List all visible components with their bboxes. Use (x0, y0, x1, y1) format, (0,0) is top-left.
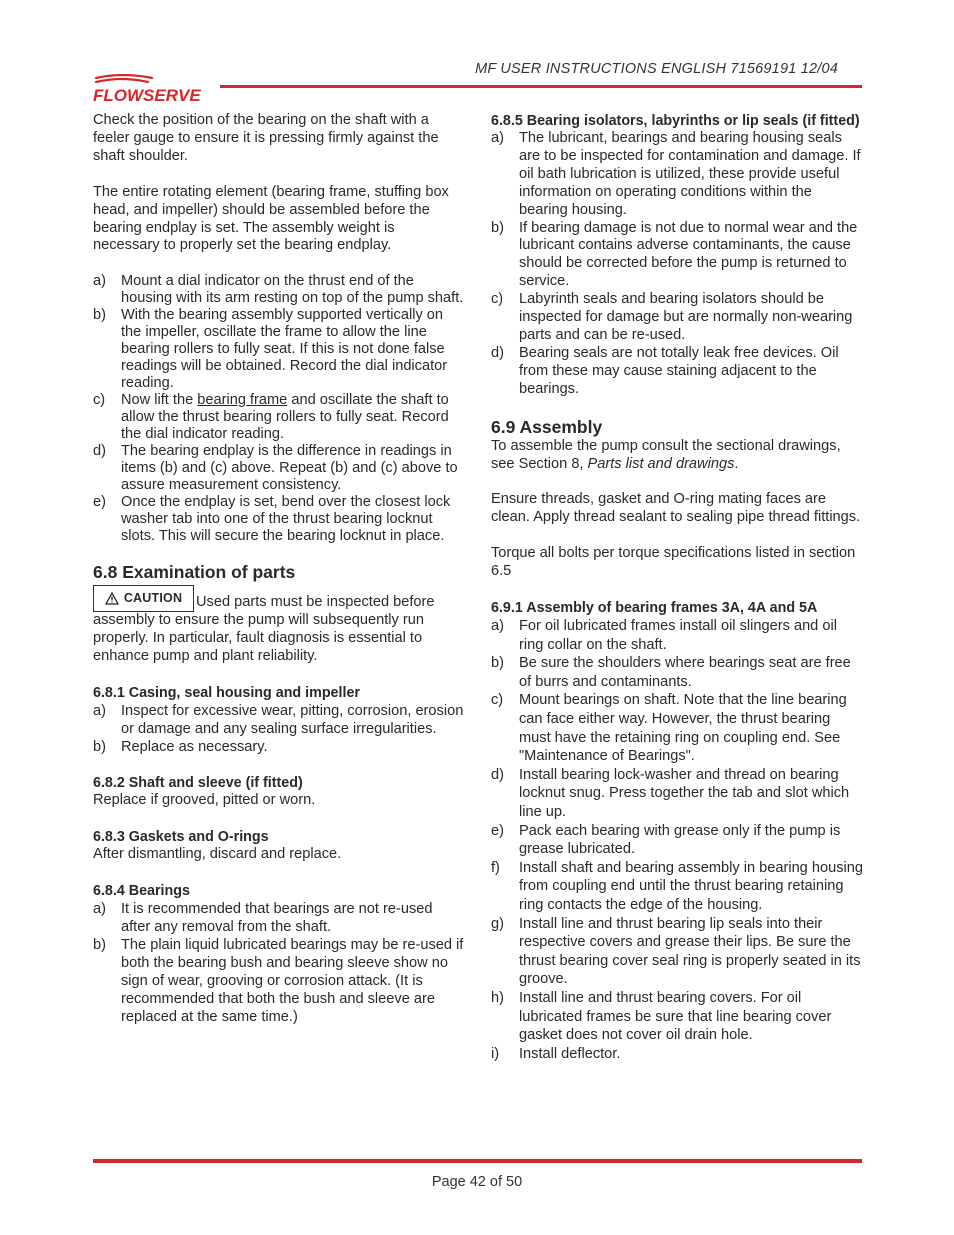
section-6-8-1-heading: 6.8.1 Casing, seal housing and impeller (93, 685, 360, 702)
list-item: e) Once the endplay is set, bend over the closest lock washer tab into one of the thrust bearing locknut slots. This will secure the bearing locknut in place. (93, 494, 451, 545)
section-6-8-4-list (93, 900, 465, 1026)
list-item: c) Labyrinth seals and bearing isolators should be inspected for damage but are normally non-wearing parts and can be re-used. (491, 291, 853, 343)
list-item: g) Install line and thrust bearing lip seals into their respective covers and grease their lips. Be sure the thrust bearing cover seal ring is properly seated in its groove. (491, 915, 861, 988)
list-item: b) If bearing damage is not due to normal wear and the lubricant contains adverse contaminants, the cause should be corrected before the pump is returned to service. (491, 219, 858, 290)
section-6-8-2-text: Replace if grooved, pitted or worn. (93, 792, 316, 809)
list-item: f) Install shaft and bearing assembly in bearing housing from coupling end until the thrust bearing retaining ring contacts the edge of the housing. (491, 859, 863, 913)
list-item: c) Mount bearings on shaft. Note that the line bearing can face either way. However, the thrust bearing must have the retaining ring on coupling end. See "Maintenance of Bearings". (491, 692, 847, 765)
warning-triangle-icon (105, 592, 119, 605)
list-item: i) Install deflector. (491, 1045, 621, 1062)
document-header-title: MF USER INSTRUCTIONS ENGLISH 71569191 12/04 (475, 61, 838, 77)
section-6-8-heading: 6.8 Examination of parts (93, 562, 296, 583)
logo-text: FLOWSERVE (93, 86, 201, 105)
header-rule (220, 85, 862, 88)
section-6-8-4-heading: 6.8.4 Bearings (93, 882, 190, 899)
list-item: d) Bearing seals are not totally leak free devices. Oil from these may cause staining adjacent to the bearings. (491, 344, 839, 397)
list-item: b) With the bearing assembly supported vertically on the impeller, oscillate the frame to allow the line bearing rollers to fully seat. If this is not done false readings will be obtained. Record the dial indicator reading. (93, 307, 448, 392)
list-item: h) Install line and thrust bearing covers. For oil lubricated frames be sure that line bearing cover gasket does not cover oil drain hole. (491, 989, 832, 1044)
section-6-9-paragraph-1: To assemble the pump consult the sectional drawings, see Section 8, Parts list and drawings. (491, 437, 841, 472)
section-6-8-5-heading: 6.8.5 Bearing isolators, labyrinths or lip seals (if fitted) (491, 113, 860, 129)
endplay-steps-list (93, 273, 465, 545)
intro-paragraph-1: Check the position of the bearing on the shaft with a feeler gauge to ensure it is pressing firmly against the shaft shoulder. (93, 112, 439, 164)
section-6-9-paragraph-2: Ensure threads, gasket and O-ring mating faces are clean. Apply thread sealant to sealing pipe thread fittings. (491, 491, 861, 526)
section-6-9-1-list (491, 617, 863, 1063)
right-column (491, 112, 863, 1063)
list-item: a) Inspect for excessive wear, pitting, corrosion, erosion or damage and any sealing surface irregularities. (93, 703, 464, 738)
section-6-8-1-list (93, 702, 465, 756)
list-item: c) Now lift the bearing frame and oscillate the shaft to allow the thrust bearing rollers to fully seat. Record the dial indicator reading. (93, 392, 449, 443)
footer-rule (93, 1159, 862, 1163)
list-item: a) For oil lubricated frames install oil slingers and oil ring collar on the shaft. (491, 618, 837, 653)
section-6-9-heading: 6.9 Assembly (491, 416, 603, 437)
intro-paragraph-2: The entire rotating element (bearing frame, stuffing box head, and impeller) should be assembled before the bearing endplay is set. The assembly weight is necessary to properly set the bearing endplay. (93, 183, 449, 254)
left-column (93, 112, 465, 1026)
flowserve-logo (92, 74, 212, 106)
caution-badge: CAUTION (93, 585, 194, 612)
list-item: a) The lubricant, bearings and bearing housing seals are to be inspected for contamination and damage. If oil bath lubrication is utilized, these provide useful information on operating conditions within the bearing housing. (491, 130, 861, 218)
section-6-8-paragraph: CAUTION Used parts must be inspected before assembly to ensure the pump will subsequently run properly. In particular, fault diagnosis is essential to enhance pump and plant reliability. (93, 585, 465, 666)
bearing-frame-link[interactable]: bearing frame (197, 392, 288, 409)
list-item: a) Mount a dial indicator on the thrust end of the housing with its arm resting on top of the pump shaft. (93, 273, 464, 307)
section-6-9-1-heading: 6.9.1 Assembly of bearing frames 3A, 4A and 5A (491, 600, 818, 617)
list-item: b) Replace as necessary. (93, 739, 268, 756)
section-6-8-3-text: After dismantling, discard and replace. (93, 845, 342, 862)
list-item: a) It is recommended that bearings are not re-used after any removal from the shaft. (93, 900, 433, 935)
list-item: d) The bearing endplay is the difference in readings in items (b) and (c) above. Repeat (b) and (c) above to assure measurement consistency. (93, 443, 458, 494)
section-6-9-paragraph-3: Torque all bolts per torque specifications listed in section 6.5 (491, 545, 856, 580)
list-item: e) Pack each bearing with grease only if the pump is grease lubricated. (491, 822, 841, 858)
list-item: b) The plain liquid lubricated bearings may be re-used if both the bearing bush and bearing sleeve show no sign of wear, grooving or corrosion attack. (It is recommended that both the bush and sleeve are replaced at the same time.) (93, 936, 464, 1025)
page-number: Page 42 of 50 (431, 1174, 523, 1190)
section-6-8-3-heading: 6.8.3 Gaskets and O-rings (93, 828, 269, 845)
list-item: b) Be sure the shoulders where bearings seat are free of burrs and contaminants. (491, 655, 851, 690)
section-6-8-2-heading: 6.8.2 Shaft and sleeve (if fitted) (93, 775, 303, 792)
section-6-8-5-list (491, 130, 863, 399)
list-item: d) Install bearing lock-washer and thread on bearing locknut snug. Press together the tab and slot which line up. (491, 766, 850, 820)
